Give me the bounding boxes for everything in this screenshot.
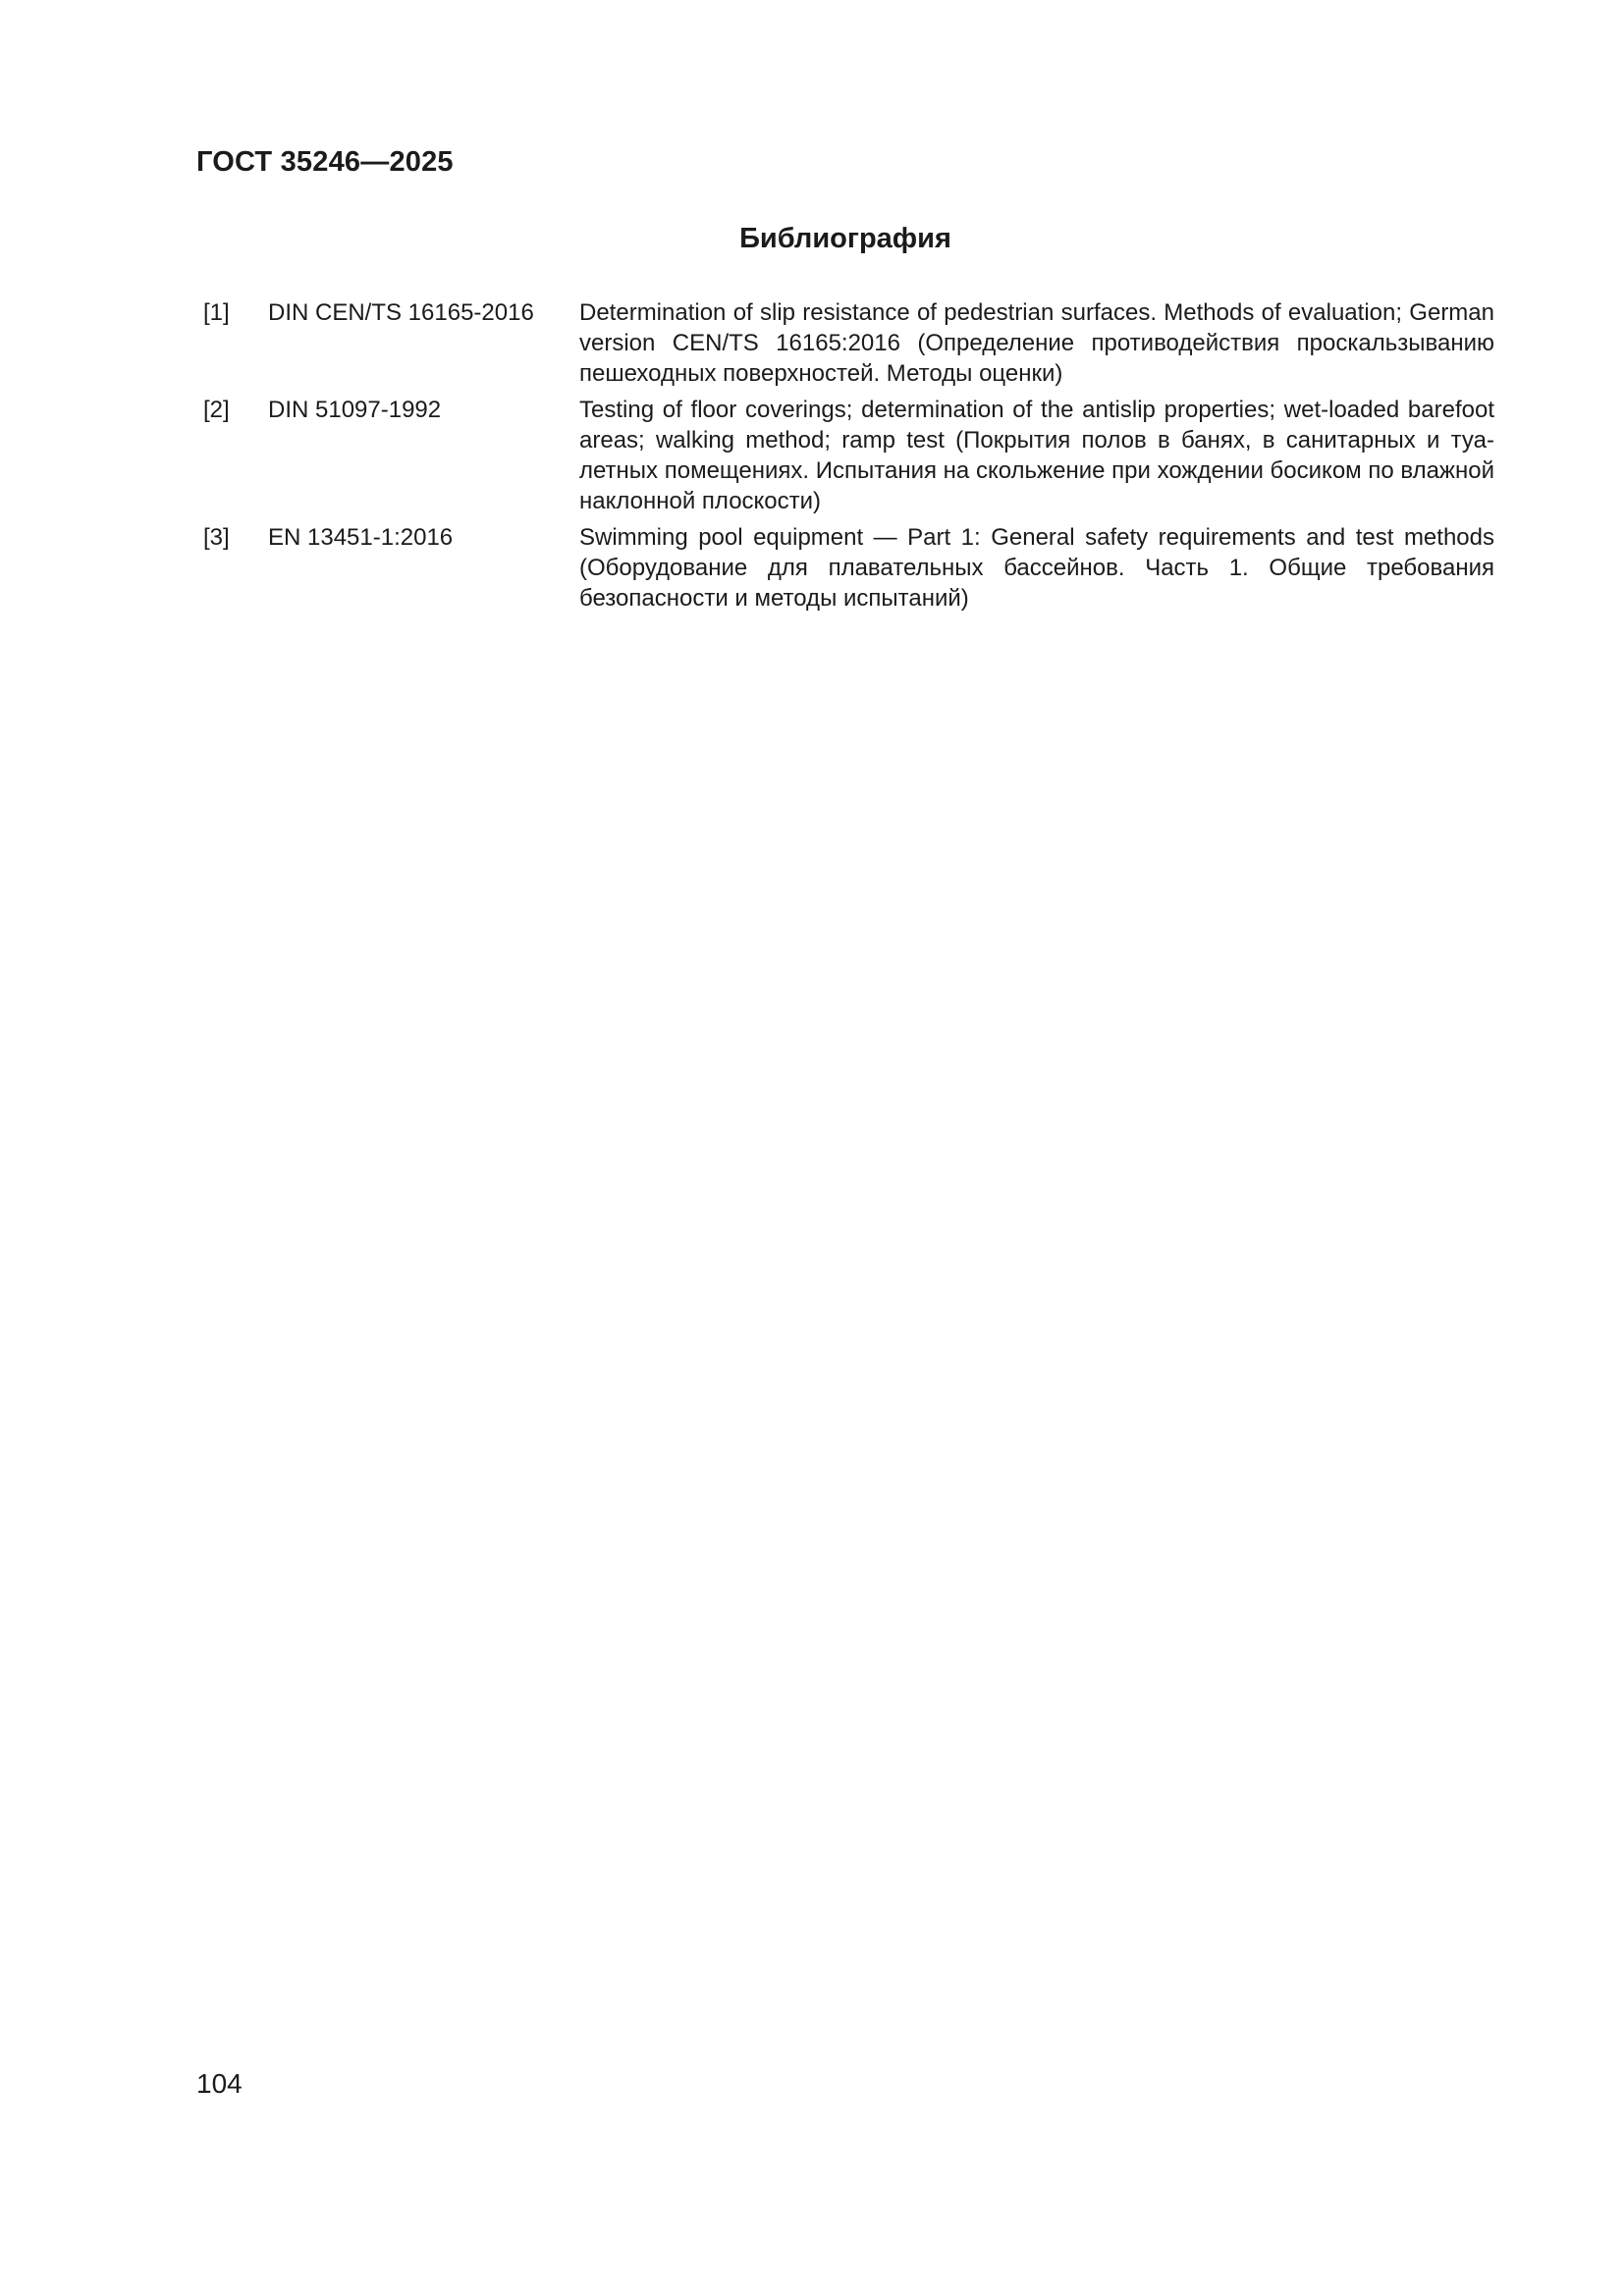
entry-ref-number: [1] bbox=[203, 299, 230, 326]
bibliography-title: Библиография bbox=[739, 223, 951, 254]
entry-description: Determination of slip resistance of pedestrian surfaces. Methods of evaluation; German version CEN/TS 16165:2016 (Определение противодействия проскальзыванию пешеходных поверхностей. Методы оценки) bbox=[579, 299, 1494, 387]
bibliography-entry bbox=[196, 522, 1494, 614]
entry-standard-id: DIN CEN/TS 16165-2016 bbox=[268, 299, 534, 326]
entry-ref-number: [3] bbox=[203, 524, 230, 551]
entry-description: Testing of floor coverings; determination of the antislip properties; wet-loaded barefoot areas; walking method; ramp test (Покрытия полов в банях, в санитарных и туалетных помещениях. Испытания на скольжение при хождении босиком по влажной наклонной плоскости) bbox=[579, 397, 1494, 514]
entry-ref-number: [2] bbox=[203, 397, 230, 423]
bibliography-list bbox=[196, 297, 1494, 619]
entry-description: Swimming pool equipment — Part 1: General safety requirements and test methods (Оборудование для плавательных бассейнов. Часть 1. Общие требования безопасности и методы испытаний) bbox=[579, 524, 1494, 612]
bibliography-entry bbox=[196, 297, 1494, 389]
page-number: 104 bbox=[196, 2068, 243, 2099]
entry-standard-id: EN 13451-1:2016 bbox=[268, 524, 454, 551]
document-standard-number: ГОСТ 35246—2025 bbox=[196, 146, 454, 178]
bibliography-entry bbox=[196, 395, 1494, 516]
entry-standard-id: DIN 51097-1992 bbox=[268, 397, 442, 423]
